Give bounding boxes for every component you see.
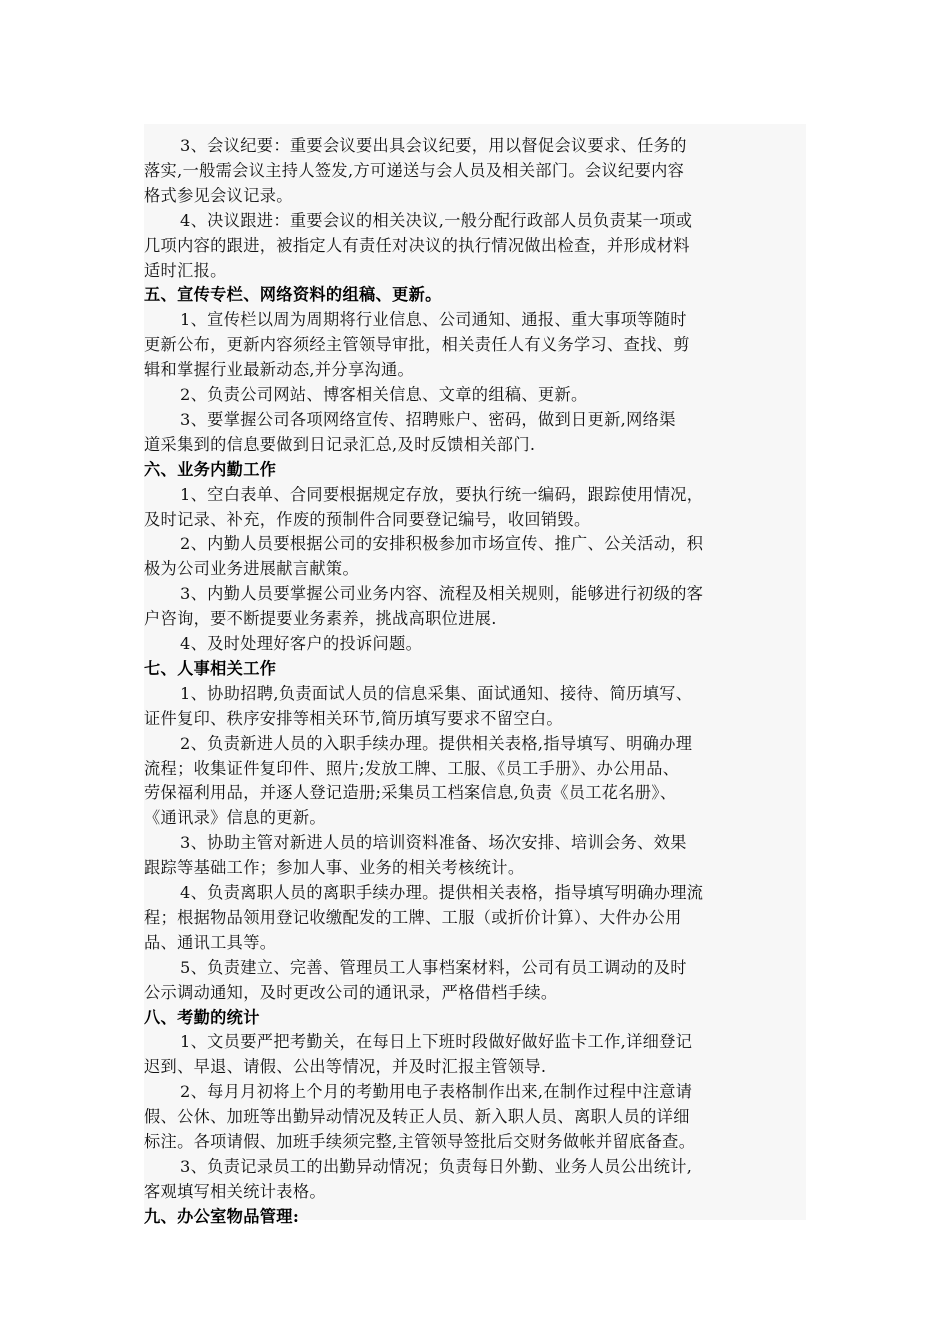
paragraph-line: 极为公司业务进展献言献策。 [144, 559, 359, 579]
paragraph-line: 《通讯录》信息的更新。 [144, 808, 326, 828]
paragraph-line: 适时汇报。 [144, 260, 227, 280]
paragraph-line: 3、负责记录员工的出勤异动情况；负责每日外勤、业务人员公出统计, [180, 1156, 693, 1176]
section-heading: 八、考勤的统计 [144, 1007, 260, 1027]
paragraph-line: 品、通讯工具等。 [144, 932, 277, 952]
section-heading: 五、宣传专栏、网络资料的组稿、更新。 [144, 285, 442, 305]
paragraph-line: 标注。各项请假、加班手续须完整,主管领导签批后交财务做帐并留底备查。 [144, 1132, 696, 1151]
paragraph-line: 4、决议跟进：重要会议的相关决议,一般分配行政部人员负责某一项或 [180, 210, 693, 230]
paragraph-line: 2、负责新进人员的入职手续办理。提供相关表格,指导填写、明确办理 [180, 733, 693, 753]
paragraph-line: 公示调动通知，及时更改公司的通讯录，严格借档手续。 [144, 982, 558, 1002]
paragraph-line: 3、内勤人员要掌握公司业务内容、流程及相关规则，能够进行初级的客 [180, 584, 704, 604]
paragraph-line: 1、空白表单、合同要根据规定存放，要执行统一编码，跟踪使用情况， [180, 484, 704, 504]
section-heading: 六、业务内勤工作 [144, 459, 277, 479]
paragraph-line: 迟到、早退、请假、公出等情况，并及时汇报主管领导. [144, 1057, 547, 1077]
paragraph-line: 几项内容的跟进，被指定人有责任对决议的执行情况做出检查，并形成材料 [144, 235, 690, 255]
section-heading: 七、人事相关工作 [144, 658, 277, 678]
paragraph-line: 3、会议纪要：重要会议要出具会议纪要，用以督促会议要求、任务的 [180, 136, 687, 155]
paragraph-line: 证件复印、秩序安排等相关环节,简历填写要求不留空白。 [144, 708, 563, 728]
paragraph-line: 及时记录、补充，作废的预制件合同要登记编号，收回销毁。 [144, 509, 591, 529]
paragraph-line: 5、负责建立、完善、管理员工人事档案材料，公司有员工调动的及时 [180, 957, 687, 977]
paragraph-line: 道采集到的信息要做到日记录汇总,及时反馈相关部门. [144, 434, 536, 454]
paragraph-line: 落实,一般需会议主持人签发,方可递送与会人员及相关部门。会议纪要内容 [144, 160, 685, 180]
paragraph-line: 假、公休、加班等出勤异动情况及转正人员、新入职人员、离职人员的详细 [144, 1107, 690, 1127]
paragraph-line: 4、负责离职人员的离职手续办理。提供相关表格，指导填写明确办理流 [180, 883, 704, 902]
paragraph-line: 程；根据物品领用登记收缴配发的工牌、工服（或折价计算）、大件办公用 [144, 907, 682, 927]
paragraph-line: 3、要掌握公司各项网络宣传、招聘账户、密码，做到日更新,网络渠 [180, 409, 676, 429]
paragraph-line: 1、文员要严把考勤关，在每日上下班时段做好做好监卡工作,详细登记 [180, 1032, 693, 1052]
section-heading: 九、办公室物品管理: [144, 1206, 300, 1226]
paragraph-line: 流程；收集证件复印件、照片;发放工牌、工服、《员工手册》、办公用品、 [144, 758, 680, 778]
document-body [144, 124, 806, 1226]
paragraph-line: 客观填写相关统计表格。 [144, 1181, 326, 1201]
paragraph-line: 户咨询，要不断提要业务素养，挑战高职位进展. [144, 609, 497, 629]
paragraph-line: 更新公布，更新内容须经主管领导审批，相关责任人有义务学习、查找、剪 [144, 335, 690, 355]
paragraph-line: 跟踪等基础工作；参加人事、业务的相关考核统计。 [144, 858, 525, 878]
paragraph-line: 2、负责公司网站、博客相关信息、文章的组稿、更新。 [180, 385, 588, 404]
paragraph-line: 3、协助主管对新进人员的培训资料准备、场次安排、培训会务、效果 [180, 833, 687, 853]
paragraph-line: 格式参见会议记录。 [144, 185, 293, 205]
paragraph-line: 1、宣传栏以周为周期将行业信息、公司通知、通报、重大事项等随时 [180, 310, 687, 330]
paragraph-line: 劳保福利用品，并逐人登记造册;采集员工档案信息,负责《员工花名册》、 [144, 783, 677, 803]
paragraph-line: 2、内勤人员要根据公司的安排积极参加市场宣传、推广、公关活动，积 [180, 534, 704, 554]
paragraph-line: 4、及时处理好客户的投诉问题。 [180, 634, 423, 653]
paragraph-line: 辑和掌握行业最新动态,并分享沟通。 [144, 360, 415, 380]
paragraph-line: 1、协助招聘,负责面试人员的信息采集、面试通知、接待、简历填写、 [180, 683, 693, 703]
paragraph-line: 2、每月月初将上个月的考勤用电子表格制作出来,在制作过程中注意请 [180, 1082, 693, 1102]
